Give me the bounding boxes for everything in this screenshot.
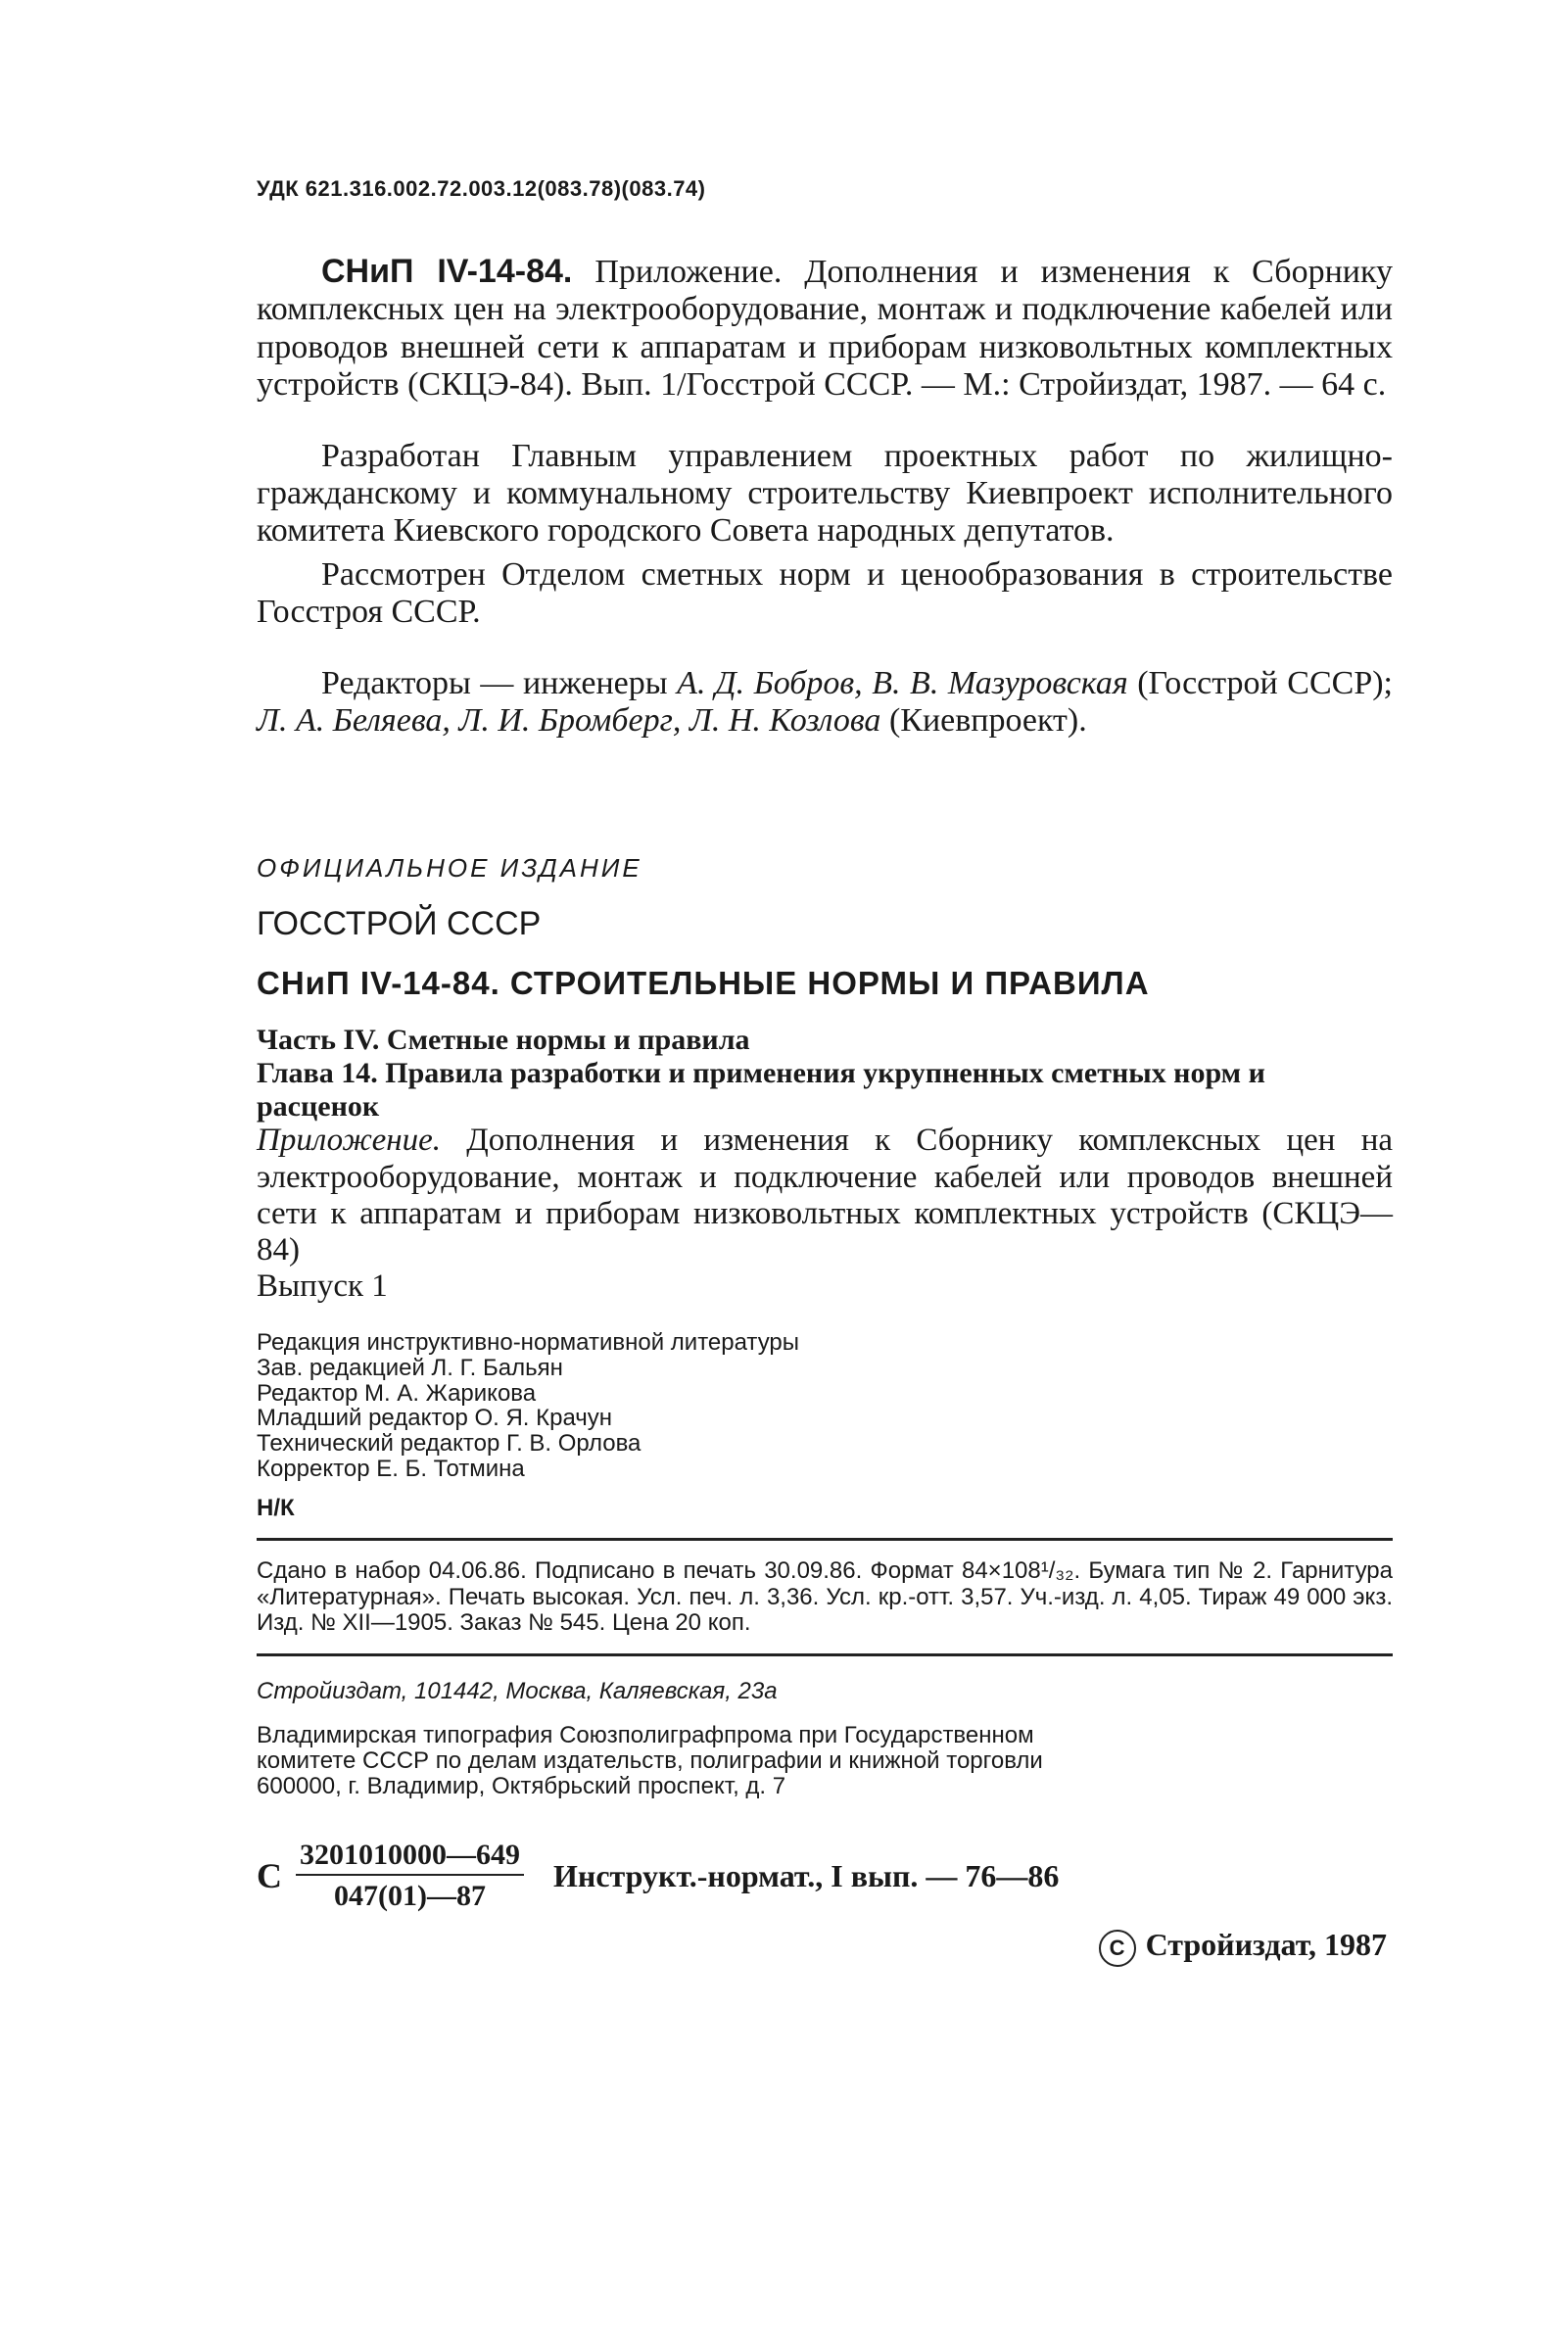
divider-bottom — [257, 1653, 1393, 1656]
publisher-address: Стройиздат, 101442, Москва, Каляевская, 23а — [257, 1677, 778, 1704]
catalog-numerator: 3201010000—649 — [296, 1839, 524, 1876]
catalog-denominator: 047(01)—87 — [334, 1880, 486, 1913]
staff-list — [257, 1330, 1393, 1481]
staff-line: Редакция инструктивно-нормативной литературы — [257, 1329, 800, 1357]
part-heading: Часть IV. Сметные нормы и правила — [257, 1024, 750, 1057]
catalog-fraction — [296, 1839, 524, 1913]
reviewed-by: Рассмотрен Отделом сметных норм и ценообразования в строительстве Госстроя СССР. — [257, 555, 1393, 631]
udk-code: УДК 621.316.002.72.003.12(083.78)(083.74) — [257, 176, 706, 201]
appendix-text — [257, 1123, 1393, 1268]
snip-code: СНиП IV-14-84. — [321, 253, 573, 290]
nk-mark: Н/К — [257, 1495, 295, 1522]
editors-group-1: А. Д. Бобров, В. В. Мазуровская — [677, 664, 1128, 701]
staff-line: Редактор М. А. Жарикова — [257, 1379, 537, 1407]
staff-line: Корректор Е. Б. Тотмина — [257, 1455, 525, 1482]
bibliographic-entry — [257, 253, 1393, 405]
editors — [257, 665, 1393, 741]
copyright-icon: С — [1099, 1930, 1136, 1967]
developed-by: Разработан Главным управлением проектных работ по жилищно-гражданскому и коммунальному строительству Киевпроект исполнительного комитета Киевского городского Совета народных депутатов. — [257, 437, 1393, 550]
copyright — [257, 1927, 1393, 1967]
official-edition: ОФИЦИАЛЬНОЕ ИЗДАНИЕ — [257, 853, 642, 884]
appendix-body: Дополнения и изменения к Сборнику комплексных цен на электрооборудование, монтаж и подключение кабелей или проводов внешней сети к аппаратам и приборам низковольтных комплектных устройств (СКЦЭ—84) — [257, 1123, 1393, 1268]
imprint-details: Сдано в набор 04.06.86. Подписано в печать 30.09.86. Формат 84×108¹/₃₂. Бумага тип № 2. Гарнитура «Литературная». Печать высокая. Усл. печ. л. 3,36. Усл. кр.-отт. 3,57. Уч.-изд. л. 4,05. Тираж 49 000 экз. Изд. № XII—1905. Заказ № 545. Цена 20 коп. — [257, 1557, 1393, 1636]
staff-line: Технический редактор Г. В. Орлова — [257, 1430, 641, 1458]
printer-info — [257, 1723, 1393, 1799]
editors-prefix: Редакторы — инженеры — [321, 664, 668, 701]
appendix-label: Приложение. — [257, 1123, 441, 1159]
printer-line: Владимирская типография Союзполиграфпрома при Государственном — [257, 1721, 1034, 1748]
printer-line: комитете СССР по делам издательств, полиграфии и книжной торговли — [257, 1747, 1043, 1775]
chapter-heading: Глава 14. Правила разработки и применения укрупненных сметных норм и расценок — [257, 1057, 1265, 1123]
divider-top — [257, 1538, 1393, 1541]
gosstroy-heading: ГОССТРОЙ СССР — [257, 905, 542, 943]
staff-line: Зав. редакцией Л. Г. Бальян — [257, 1355, 563, 1382]
snip-title: СНиП IV-14-84. СТРОИТЕЛЬНЫЕ НОРМЫ И ПРАВИЛА — [257, 965, 1150, 1002]
catalog-letter: С — [257, 1856, 282, 1896]
catalog-codes — [257, 1839, 1393, 1913]
bibliographic-text: Приложение. Дополнения и изменения к Сборнику комплексных цен на электрооборудование, монтаж и подключение кабелей или проводов внешней сети к аппаратам и приборам низковольтных комплектных устройств (СКЦЭ-84). Вып. 1/Госстрой СССР. — М.: Стройиздат, 1987. — 64 с. — [257, 254, 1393, 404]
document-page — [257, 176, 1393, 1967]
printer-line: 600000, г. Владимир, Октябрьский проспект, д. 7 — [257, 1773, 786, 1800]
copyright-text: Стройиздат, 1987 — [1145, 1927, 1387, 1963]
staff-line: Младший редактор О. Я. Крачун — [257, 1405, 613, 1432]
catalog-series: Инструкт.-нормат., I вып. — 76—86 — [553, 1857, 1060, 1893]
editors-org-2: (Киевпроект). — [888, 702, 1087, 740]
editors-group-2: Л. А. Беляева, Л. И. Бромберг, Л. Н. Козлова — [257, 702, 881, 740]
editors-org-1: (Госстрой СССР); — [1137, 664, 1393, 701]
issue-number: Выпуск 1 — [257, 1268, 388, 1305]
